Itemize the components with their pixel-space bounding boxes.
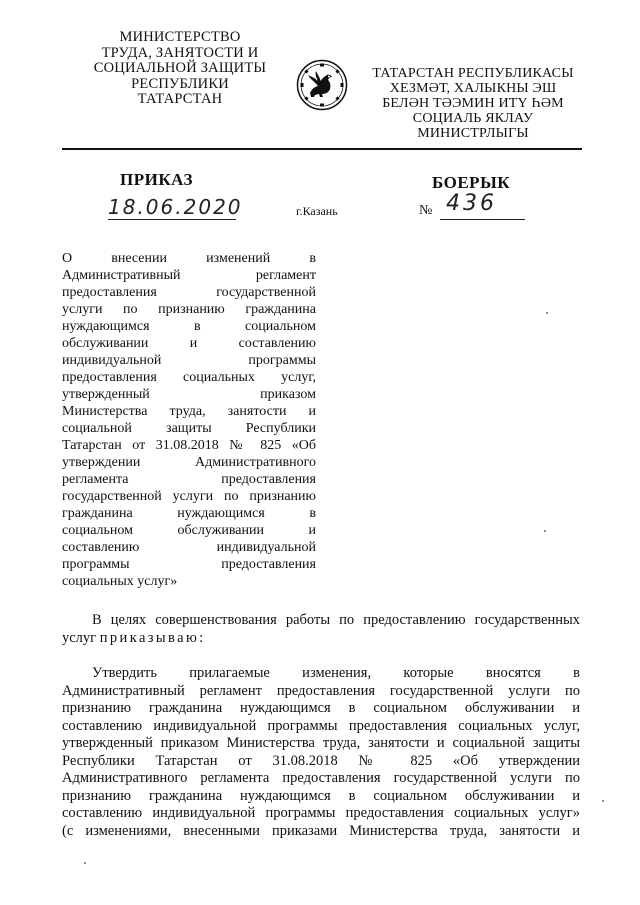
main-line: (с изменениями, внесенными приказами Министерства труда, занятости и [62, 822, 580, 839]
main-line: составлению индивидуальной программы предоставления социальных услуг» [62, 805, 580, 821]
intro-line: В целях совершенствования работы по предоставлению государственных [92, 612, 580, 628]
subject-line: предоставления государственной [62, 285, 316, 300]
scan-speck [84, 862, 86, 864]
tatarstan-coat-of-arms-icon [296, 59, 348, 111]
order-date-handwritten: 18.06.2020 [108, 195, 243, 219]
ministry-name-ru [80, 30, 280, 108]
scan-speck [546, 312, 548, 314]
subject-line: утвержденный приказом [62, 387, 316, 402]
intro-prefix: услуг [62, 629, 97, 646]
subject-line: Татарстан от 31.08.2018 № 825 «Об [62, 438, 316, 453]
subject-line: социальном обслуживании и [62, 523, 316, 538]
main-line: Республики Татарстан от 31.08.2018 № 825 «Об утверждении [62, 752, 580, 769]
subject-line: Министерства труда, занятости и [62, 404, 316, 419]
subject-line: регламента предоставления [62, 472, 316, 487]
subject-line: государственной услуги по признанию [62, 489, 316, 504]
ministry-name-ru-line: МИНИСТЕРСТВО [119, 29, 241, 45]
subject-line: социальной защиты Республики [62, 421, 316, 436]
main-line: признанию гражданина нуждающимся в социальном обслуживании и [62, 700, 580, 716]
subject-line: утверждении Административного [62, 455, 316, 470]
ministry-name-tt-line: МИНИСТРЛЫГЫ [417, 126, 529, 141]
main-line: признанию гражданина нуждающимся в социальном обслуживании и [62, 787, 580, 804]
subject-line: социальных услуг» [62, 574, 178, 589]
order-subject [62, 250, 316, 590]
subject-line: нуждающимся в социальном [62, 319, 316, 334]
subject-line: обслуживании и составлению [62, 336, 316, 351]
order-title-ru: ПРИКАЗ [120, 170, 193, 189]
ministry-name-ru-line: ТРУДА, ЗАНЯТОСТИ И [101, 44, 259, 61]
ministry-name-ru-line: РЕСПУБЛИКИ [131, 75, 229, 92]
ministry-name-tt-line: СОЦИАЛЬ ЯКЛАУ [412, 111, 534, 126]
order-title-tt: БОЕРЫК [432, 173, 511, 192]
subject-line: предоставления социальных услуг, [62, 370, 316, 385]
order-number-handwritten: 436 [446, 191, 497, 216]
scan-speck [544, 530, 546, 532]
ministry-name-ru-line: ТАТАРСТАН [137, 91, 223, 107]
subject-line: гражданина нуждающимся в [62, 506, 316, 521]
main-line: Административный регламент предоставления государственной услуги по [62, 682, 580, 699]
ministry-name-tt-line: БЕЛӘН ТӘЭМИН ИТҮ ҺӘМ [382, 96, 564, 111]
order-city: г.Казань [296, 204, 338, 218]
order-verb: приказываю: [99, 629, 206, 646]
date-underline [108, 219, 236, 220]
subject-line: составлению индивидуальной [62, 540, 316, 555]
intro-line [62, 630, 580, 648]
number-underline [440, 219, 525, 220]
main-line: Утвердить прилагаемые изменения, которые вносятся в [92, 665, 580, 681]
header-divider [62, 148, 582, 150]
ministry-name-tt-line: ТАТАРСТАН РЕСПУБЛИКАСЫ [372, 66, 574, 81]
main-line: утвержденный приказом Министерства труда, занятости и социальной защиты [62, 735, 580, 751]
main-paragraph [62, 665, 580, 840]
ministry-name-tt [368, 66, 578, 141]
subject-line: О внесении изменений в [62, 251, 316, 266]
subject-line: программы предоставления [62, 557, 316, 572]
subject-line: индивидуальной программы [62, 353, 316, 368]
subject-line: Административный регламент [62, 268, 316, 283]
ministry-name-ru-line: СОЦИАЛЬНОЙ ЗАЩИТЫ [93, 60, 267, 76]
number-sign: № [419, 203, 433, 218]
main-line: составлению индивидуальной программы предоставления социальных услуг, [62, 717, 580, 734]
intro-paragraph [62, 612, 580, 647]
scan-speck [602, 800, 604, 802]
ministry-name-tt-line: ХЕЗМӘТ, ХАЛЫКНЫ ЭШ [389, 81, 557, 96]
subject-line: услуги по признанию гражданина [62, 302, 316, 317]
main-line: Административного регламента предоставления государственной услуги по [62, 770, 580, 786]
